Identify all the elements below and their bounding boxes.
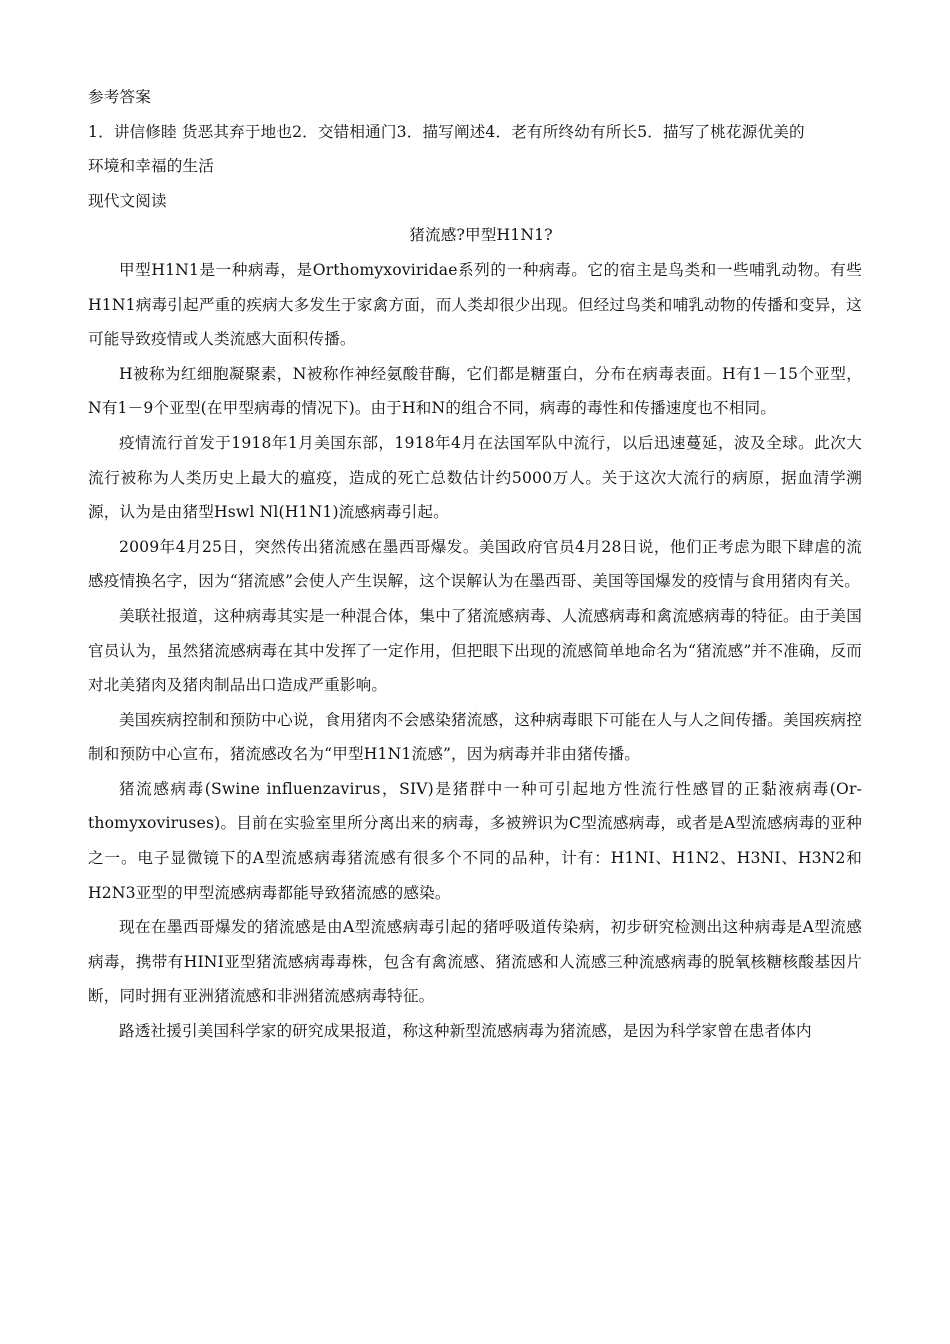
paragraph: 美联社报道，这种病毒其实是一种混合体，集中了猪流感病毒、人流感病毒和禽流感病毒的特征。由于美国官员认为，虽然猪流感病毒在其中发挥了一定作用，但把眼下出现的流感简单地命名为“猪流感”并不准确，反而对北美猪肉及猪肉制品出口造成严重影响。 xyxy=(88,606,862,695)
paragraph: 路透社援引美国科学家的研究成果报道，称这种新型流感病毒为猪流感，是因为科学家曾在患者体内 xyxy=(119,1022,812,1041)
paragraph: 现在在墨西哥爆发的猪流感是由A型流感病毒引起的猪呼吸道传染病，初步研究检测出这种病毒是A型流感病毒，携带有HINI亚型猪流感病毒毒株，包含有禽流感、猪流感和人流感三种流感病毒的脱氧核糖核酸基因片断，同时拥有亚洲猪流感和非洲猪流感病毒特征。 xyxy=(88,918,862,1006)
paragraph: 美国疾病控制和预防中心说，食用猪肉不会感染猪流感，这种病毒眼下可能在人与人之间传播。美国疾病控制和预防中心宣布，猪流感改名为“甲型H1N1流感”，因为病毒并非由猪传播。 xyxy=(88,710,862,764)
paragraph: 甲型H1N1是一种病毒，是Orthomyxoviridae系列的一种病毒。它的宿主是鸟类和一些哺乳动物。有些H1N1病毒引起严重的疾病大多发生于家禽方面，而人类却很少出现。但经过鸟类和哺乳动物的传播和变异，这可能导致疫情或人类流感大面积传播。 xyxy=(88,260,862,349)
paragraph: 疫情流行首发于1918年1月美国东部，1918年4月在法国军队中流行，以后迅速蔓延，波及全球。此次大流行被称为人类历史上最大的瘟疫，造成的死亡总数估计约5000万人。关于这次大流行的病原，据血清学溯源，认为是由猪型Hswl Nl(H1N1)流感病毒引起。 xyxy=(88,433,862,522)
paragraph: 猪流感病毒(Swine influenzavirus，SIV)是猪群中一种可引起地方性流行性感冒的正黏液病毒(Or-thomyxoviruses)。目前在实验室里所分离出来的病毒，多被辨识为C型流感病毒，或者是A型流感病毒的亚种之一。电子显微镜下的A型流感病毒猪流感有很多个不同的品种，计有：H1NI、H1N2、H3NI、H3N2和H2N3亚型的甲型流感病毒都能导致猪流感的感染。 xyxy=(88,779,862,902)
document-body xyxy=(88,80,862,1049)
paragraph: H被称为红细胞凝聚素，N被称作神经氨酸苷酶，它们都是糖蛋白，分布在病毒表面。H有1－15个亚型，N有1－9个亚型(在甲型病毒的情况下)。由于H和N的组合不同，病毒的毒性和传播速度也不相同。 xyxy=(88,364,862,418)
paragraph: 2009年4月25日，突然传出猪流感在墨西哥爆发。美国政府官员4月28日说，他们正考虑为眼下肆虐的流感疫情换名字，因为“猪流感”会使人产生误解，这个误解认为在墨西哥、美国等国爆发的疫情与食用猪肉有关。 xyxy=(88,537,862,591)
answers-line-2: 环境和幸福的生活 xyxy=(88,157,214,176)
answer-heading: 参考答案 xyxy=(88,88,151,106)
answers-line-1: 1．讲信修睦 货恶其弃于地也2．交错相通门3．描写阐述4．老有所终幼有所长5．描写了桃花源优美的 xyxy=(88,122,805,141)
article-title: 猪流感?甲型H1N1? xyxy=(409,226,553,245)
section-heading: 现代文阅读 xyxy=(88,191,167,210)
